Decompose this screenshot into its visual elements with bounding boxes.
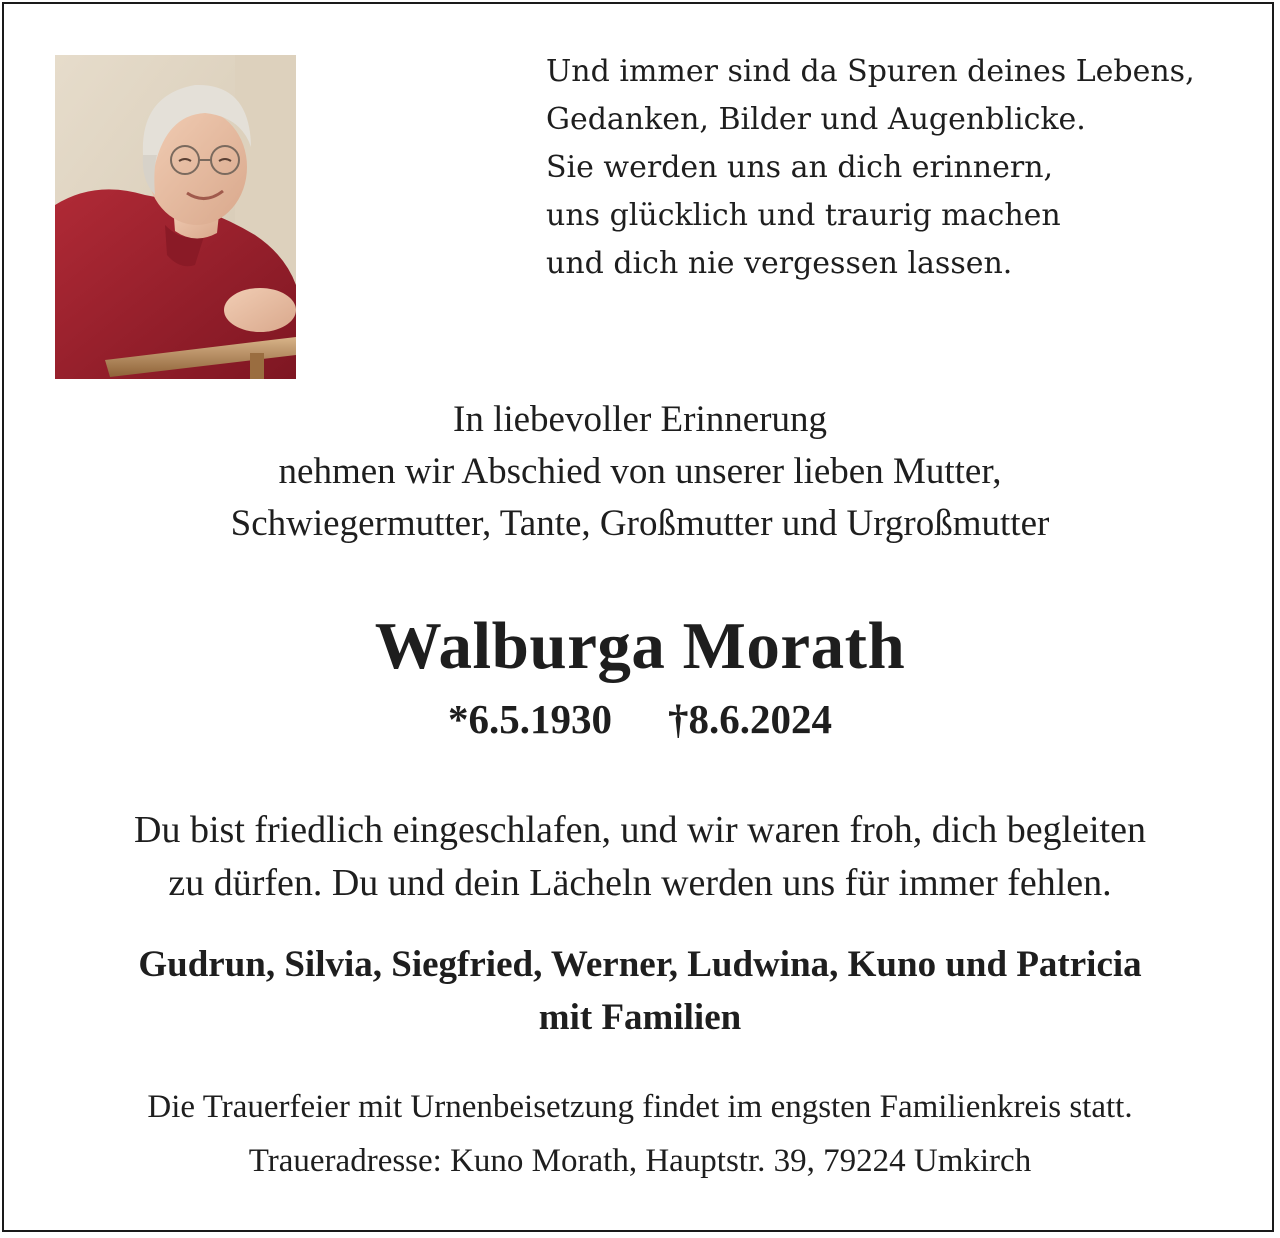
poem-line: und dich nie vergessen lassen. — [546, 246, 1013, 281]
intro-line: In liebevoller Erinnerung — [453, 399, 827, 440]
message-line: zu dürfen. Du und dein Lächeln werden uns für immer fehlen. — [168, 862, 1112, 904]
poem-line: uns glücklich und traurig machen — [546, 198, 1061, 233]
mourning-address: Traueradresse: Kuno Morath, Hauptstr. 39, 79224 Umkirch — [248, 1143, 1032, 1179]
death-date: †8.6.2024 — [668, 696, 832, 742]
poem-line: Und immer sind da Spuren deines Lebens, — [546, 54, 1195, 89]
mourners-line: mit Familien — [538, 997, 742, 1038]
poem-line: Sie werden uns an dich erinnern, — [546, 150, 1054, 185]
funeral-info — [0, 1080, 1280, 1188]
poem — [546, 48, 1261, 288]
ceremony-note: Die Trauerfeier mit Urnenbeisetzung findet im engsten Familienkreis statt. — [147, 1089, 1133, 1125]
portrait-photo — [55, 55, 296, 379]
birth-date: *6.5.1930 — [448, 696, 612, 742]
deceased-name: Walburga Morath — [374, 609, 906, 683]
mourners-line: Gudrun, Silvia, Siegfried, Werner, Ludwina, Kuno und Patricia — [138, 944, 1142, 985]
intro-text — [0, 394, 1280, 550]
poem-line: Gedanken, Bilder und Augenblicke. — [546, 102, 1086, 137]
mourners — [0, 938, 1280, 1044]
life-dates — [0, 692, 1280, 746]
message-line: Du bist friedlich eingeschlafen, und wir waren froh, dich begleiten — [134, 809, 1146, 851]
farewell-message — [0, 804, 1280, 910]
intro-line: Schwiegermutter, Tante, Großmutter und Urgroßmutter — [230, 503, 1050, 544]
intro-line: nehmen wir Abschied von unserer lieben Mutter, — [278, 451, 1002, 492]
